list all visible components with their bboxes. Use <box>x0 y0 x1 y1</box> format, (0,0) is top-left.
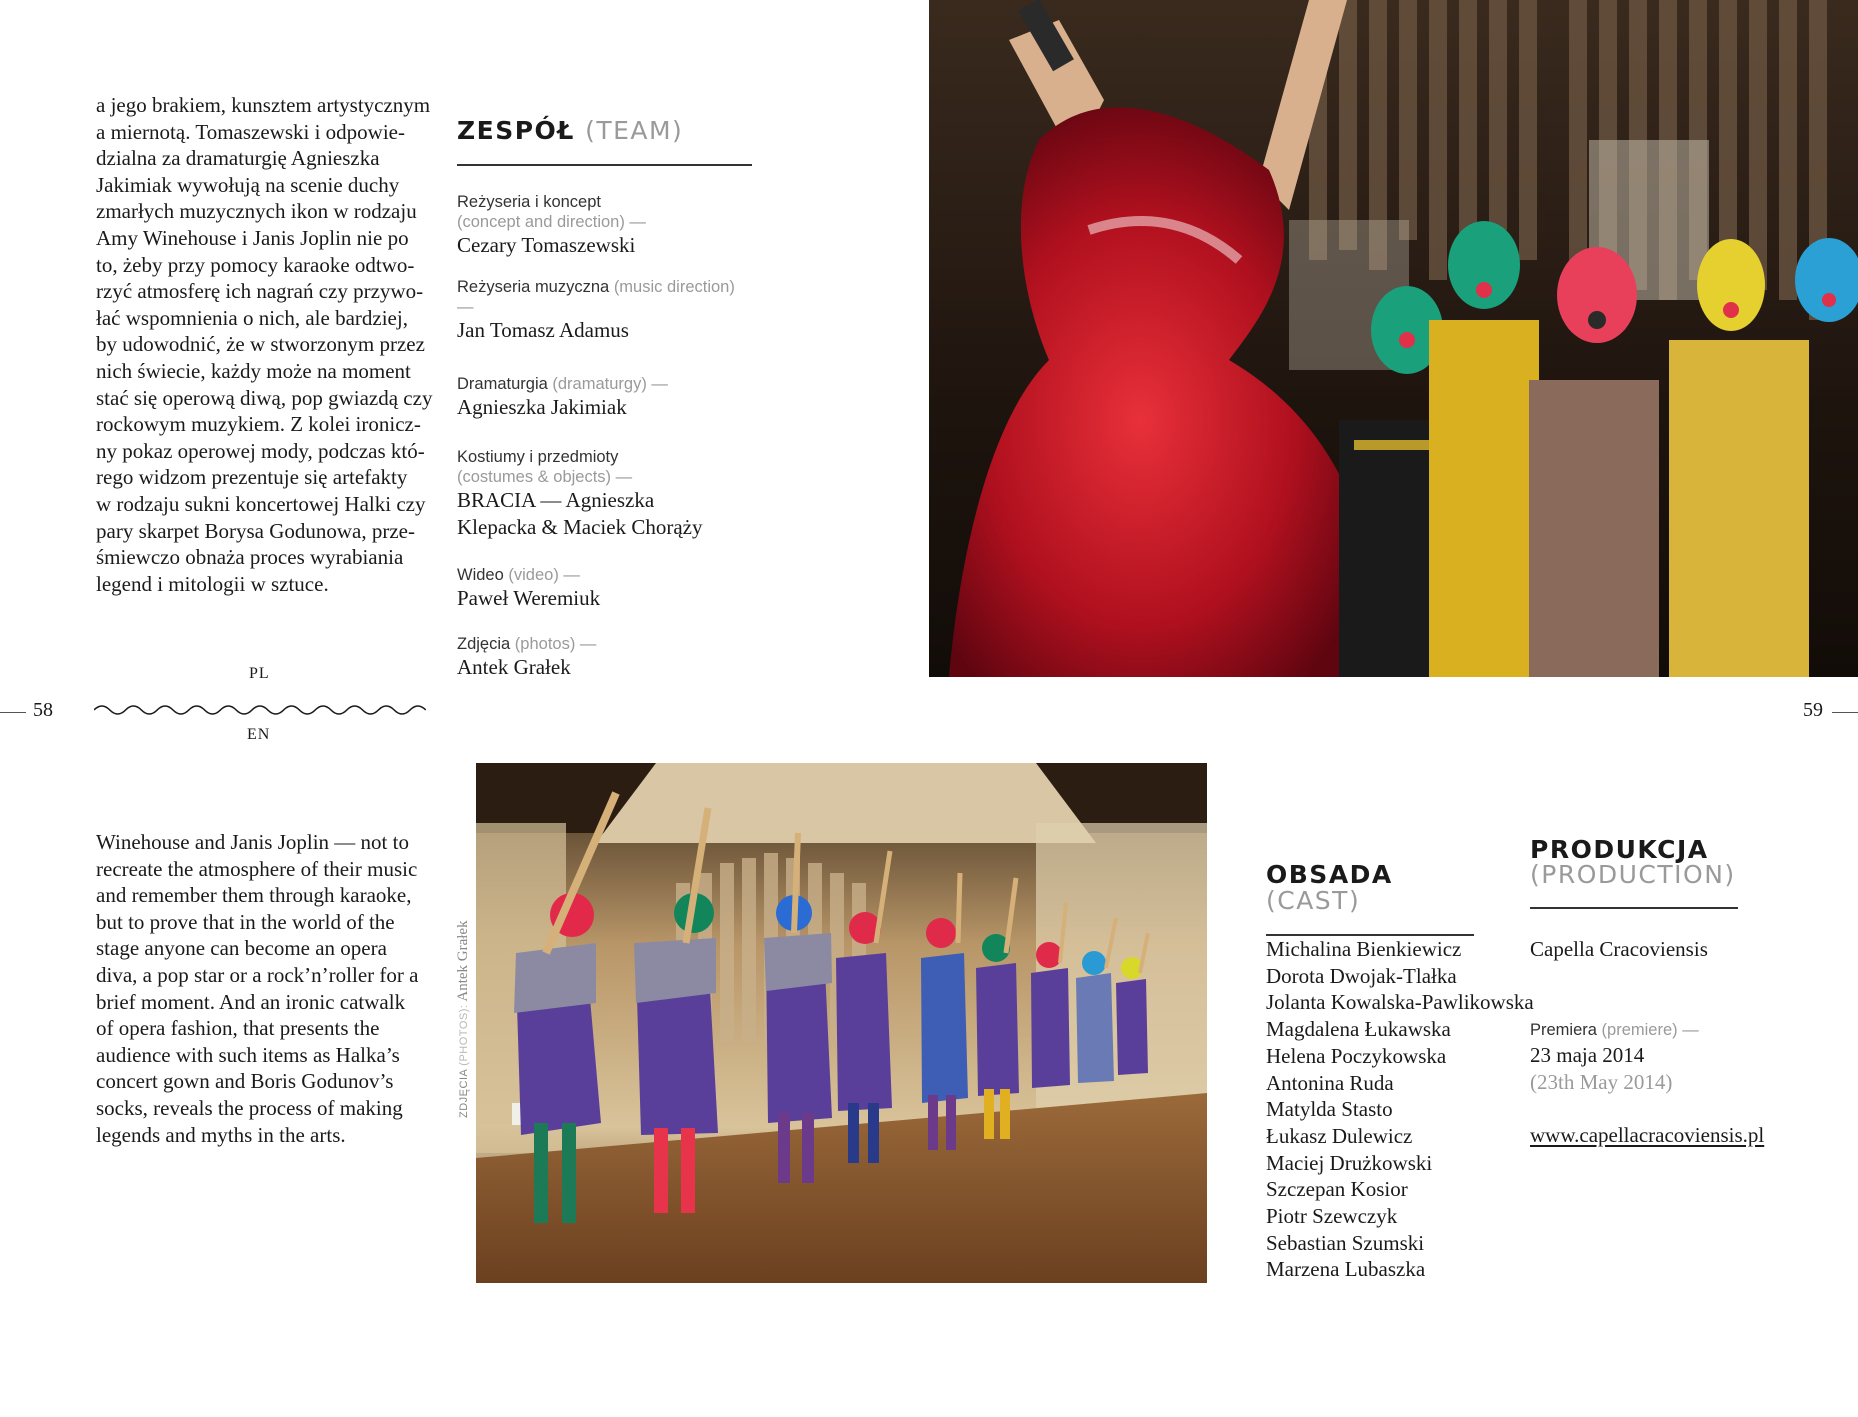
cast-member: Antonina Ruda <box>1266 1070 1394 1095</box>
team-label-pl: Reżyseria muzyczna <box>457 278 610 296</box>
pl-text-line: dzialna za dramaturgię Agnieszka <box>96 146 380 171</box>
team-label-pl: Kostiumy i przedmioty <box>457 448 619 466</box>
singer-red-dress-photo <box>929 0 1858 677</box>
cast-member: Maciej Drużkowski <box>1266 1150 1433 1175</box>
team-entry <box>457 447 752 541</box>
team-entry <box>457 374 752 421</box>
pl-text-line: Amy Winehouse i Janis Joplin nie po <box>96 225 409 250</box>
cast-member: Sebastian Szumski <box>1266 1230 1425 1255</box>
team-entry-label <box>457 192 752 232</box>
en-text-line: and remember them through karaoke, <box>96 883 412 908</box>
team-label-en: (video) — <box>508 566 580 584</box>
team-heading: ZESPÓŁ (TEAM) <box>457 116 684 145</box>
team-entry-value: Klepacka & Maciek Chorąży <box>457 515 703 539</box>
pl-text-line: pary skarpet Borysa Godunowa, prze- <box>96 518 415 543</box>
cast-member: Michalina Bienkiewicz <box>1266 937 1462 961</box>
pl-text-line: by udowodnić, że w stworzonym przez <box>96 332 425 357</box>
pl-text-line: legend i mitologii w sztuce. <box>96 571 329 596</box>
pl-body-text <box>96 92 436 597</box>
pl-text-line: Jakimiak wywołują na scenie duchy <box>96 172 400 197</box>
production-section <box>1530 837 1740 909</box>
cast-member: Jolanta Kowalska-Pawlikowska <box>1266 990 1534 1015</box>
team-entry-label <box>457 565 752 585</box>
en-text-line: legends and myths in the arts. <box>96 1122 346 1147</box>
team-entry-label <box>457 447 752 487</box>
team-label-pl: Zdjęcia <box>457 635 511 653</box>
premiere-label: Premiera (premiere) — <box>1530 1021 1699 1039</box>
team-label-en: (costumes & objects) — <box>457 468 633 486</box>
production-company: Capella Cracoviensis <box>1530 937 1708 961</box>
cast-heading: OBSADA (CAST) <box>1266 860 1393 915</box>
team-entry <box>457 277 752 344</box>
cast-member: Matylda Stasto <box>1266 1097 1393 1122</box>
team-section <box>457 118 752 681</box>
stage-choir-photo <box>476 763 1207 1283</box>
en-text-line: of opera fashion, that presents the <box>96 1016 380 1041</box>
pl-text-line: łać wspomnienia o nich, ale bardziej, <box>96 305 408 330</box>
team-entry-value: BRACIA — Agnieszka <box>457 488 655 512</box>
en-text-line: brief moment. And an ironic catwalk <box>96 989 406 1014</box>
pl-text-line: rzyć atmosferę ich nagrań czy przywo- <box>96 279 424 304</box>
team-heading-rule <box>457 164 752 166</box>
premiere-date-en: (23th May 2014) <box>1530 1070 1673 1094</box>
en-text-line: but to prove that in the world of the <box>96 909 395 934</box>
pl-text-line: rego widzom prezentuje się artefakty <box>96 465 408 490</box>
en-text-line: diva, a pop star or a rock’n’roller for a <box>96 962 419 987</box>
cast-member: Łukasz Dulewicz <box>1266 1123 1413 1148</box>
team-label-en: (concept and direction) — <box>457 213 646 231</box>
team-entry-value: Agnieszka Jakimiak <box>457 395 627 419</box>
cast-member: Piotr Szewczyk <box>1266 1204 1398 1229</box>
pl-text-line: stać się operową diwą, pop gwiazdą czy <box>96 385 433 410</box>
team-label-pl: Reżyseria i koncept <box>457 193 601 211</box>
website-link[interactable]: www.capellacracoviensis.pl <box>1530 1123 1765 1147</box>
en-text-line: recreate the atmosphere of their music <box>96 856 418 881</box>
pl-text-line: ny pokaz operowej mody, podczas któ- <box>96 438 425 463</box>
cast-member: Magdalena Łukawska <box>1266 1017 1451 1042</box>
team-label-en: (music direction) — <box>457 278 735 316</box>
cast-member: Helena Poczykowska <box>1266 1043 1447 1068</box>
pl-text-line: w rodzaju sukni koncertowej Halki czy <box>96 491 426 516</box>
team-label-en: (dramaturgy) — <box>552 375 668 393</box>
page-number-dash-right <box>1832 712 1858 713</box>
en-body-text <box>96 829 436 1148</box>
pl-text-line: to, żeby przy pomocy karaoke odtwo- <box>96 252 415 277</box>
production-heading: PRODUKCJA (PRODUCTION) <box>1530 835 1736 889</box>
team-label-pl: Wideo <box>457 566 504 584</box>
team-entry-label <box>457 374 752 394</box>
cast-member: Szczepan Kosior <box>1266 1177 1408 1202</box>
team-label-pl: Dramaturgia <box>457 375 548 393</box>
cast-section <box>1266 862 1476 936</box>
pl-text-line: śmiewczo obnaża proces wyrabiania <box>96 545 404 570</box>
pl-text-line: rockowym muzykiem. Z kolei ironicz- <box>96 412 421 437</box>
cast-member: Marzena Lubaszka <box>1266 1257 1426 1282</box>
pl-text-line: a miernotą. Tomaszewski i odpowie- <box>96 119 405 144</box>
page-number-right: 59 <box>1803 699 1823 721</box>
pl-text-line: a jego brakiem, kunsztem artystycznym <box>96 93 431 117</box>
team-entry-value: Jan Tomasz Adamus <box>457 318 629 342</box>
en-text-line: Winehouse and Janis Joplin — not to <box>96 830 409 854</box>
team-entry <box>457 634 752 681</box>
production-heading-rule <box>1530 907 1738 909</box>
pl-text-line: nich świecie, każdy może na moment <box>96 358 411 383</box>
team-entry-label <box>457 277 752 317</box>
premiere-date: 23 maja 2014 <box>1530 1043 1645 1067</box>
lang-label-pl: PL <box>249 665 270 682</box>
lang-label-en: EN <box>247 726 271 743</box>
team-label-en: (photos) — <box>514 635 597 653</box>
team-entry <box>457 192 752 259</box>
team-entry-label <box>457 634 752 654</box>
en-text-line: stage anyone can become an opera <box>96 936 387 961</box>
pl-text-line: zmarłych muzycznych ikon w rodzaju <box>96 199 417 224</box>
team-entry-value: Antek Grałek <box>457 655 571 679</box>
team-entry-value: Cezary Tomaszewski <box>457 233 636 257</box>
page-number-dash-left <box>0 712 26 713</box>
en-text-line: audience with such items as Halka’s <box>96 1042 400 1067</box>
en-text-line: concert gown and Boris Godunov’s <box>96 1069 394 1094</box>
en-text-line: socks, reveals the process of making <box>96 1095 403 1120</box>
team-entry-value: Paweł Weremiuk <box>457 586 601 610</box>
cast-list <box>1266 936 1534 1283</box>
page-number-left: 58 <box>33 699 53 721</box>
wave-divider <box>94 700 426 720</box>
cast-member: Dorota Dwojak-Tlałka <box>1266 963 1457 988</box>
photo-credit: ZDJĘCIA (PHOTOS): Antek Grałek <box>455 920 471 1118</box>
team-entry <box>457 565 752 612</box>
